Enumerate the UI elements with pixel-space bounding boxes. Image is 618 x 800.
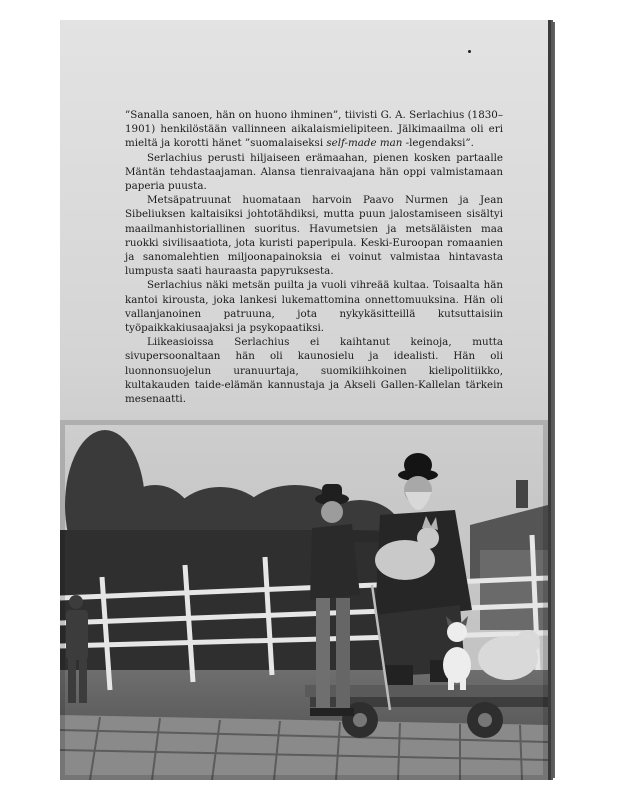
paragraph-4: Serlachius näki metsän puilta ja vuoli vihreää kultaa. Toisaalta hän kantoi kirousta, joka lankesi lukemattomina onnettomuuksina. Hän oli vallanjanoinen patruuna, jota nykykäsitteillä kutsuttaisiin työpaikkakiusaajaksi ja psykopaatiksi.	[125, 279, 503, 335]
blurb-text	[125, 108, 503, 406]
archival-photo	[60, 420, 548, 780]
book-spine-edge	[548, 22, 555, 778]
paragraph-3: Metsäpatruunat huomataan harvoin Paavo Nurmen ja Jean Sibeliuksen kaltaisiksi johtotähdiksi, mutta puun jalostamiseen sisältyi maailmanhistoriallinen suoritus. Havumetsien ja metsäläisten maa ruokki sivilisaatiota, jota kuristi paperipula. Keski-Euroopan romaanien ja sanomalehtien miljoonapainoksia ei voinut valmistaa hintavasta lumpusta saati hauraasta papyruksesta.	[125, 194, 503, 278]
print-speck	[468, 50, 471, 53]
paragraph-2: Serlachius perusti hiljaiseen erämaahan, pienen kosken partaalle Mäntän tehdastaajaman. Alansa tienraivaajana hän oppi valmistamaan paperia puusta.	[125, 151, 503, 193]
paragraph-1: ”Sanalla sanoen, hän on huono ihminen”, tiivisti G. A. Serlachius (1830–1901) henkilöstään vallinneen aikalaismielipiteen. Jälkimaailma oli eri mieltä ja korotti hänet ”suomalaiseksi self-made man -legendaksi”.	[125, 109, 503, 150]
book-back-cover	[60, 20, 548, 780]
paragraph-5: Liikeasioissa Serlachius ei kaihtanut keinoja, mutta sivupersoonaltaan hän oli kaunosielu ja idealisti. Hän oli luonnonsuojelun uranuurtaja, suomikiihkoinen kielipolitiikko, kultakauden taide-elämän kannustaja ja Akseli Gallen-Kallelan tärkein mesenaatti.	[125, 336, 503, 406]
self-made-man-italic: self-made man	[326, 137, 403, 150]
